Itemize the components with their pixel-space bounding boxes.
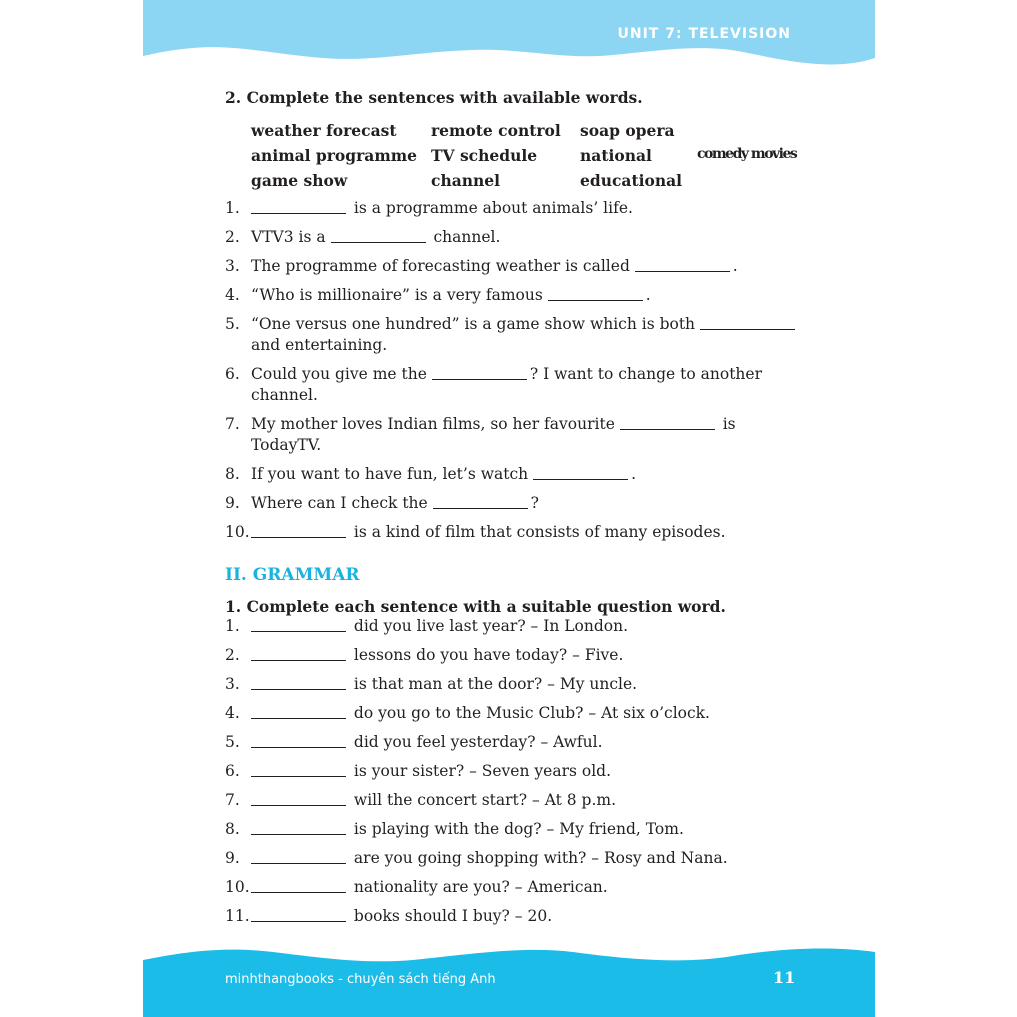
item-text (251, 616, 628, 637)
exercise-item (225, 314, 805, 356)
exercise-item (225, 198, 805, 219)
publisher-credit: minhthangbooks - chuyên sách tiếng Anh (225, 972, 496, 987)
item-text (251, 364, 805, 406)
item-text-before: Could you give me the (251, 365, 432, 383)
item-text (251, 906, 552, 927)
answer-blank[interactable] (620, 416, 715, 430)
word-option: educational (580, 171, 683, 190)
item-number: 1. (225, 617, 240, 635)
item-text (251, 790, 616, 811)
answer-blank[interactable] (251, 200, 346, 214)
word-option: comedy movies (697, 146, 797, 162)
item-text-after: ? I want to change to another channel. (251, 365, 762, 404)
answer-blank[interactable] (251, 850, 346, 864)
item-number: 7. (225, 415, 240, 433)
word-option: TV schedule (431, 146, 538, 165)
item-number: 8. (225, 465, 240, 483)
item-number: 2. (225, 646, 240, 664)
item-number: 5. (225, 733, 240, 751)
answer-blank[interactable] (251, 618, 346, 632)
item-number: 9. (225, 494, 240, 512)
grammar-item (225, 906, 805, 927)
item-text (251, 414, 805, 456)
exercise-item (225, 285, 805, 306)
item-number: 6. (225, 762, 240, 780)
item-number: 9. (225, 849, 240, 867)
item-text-before: The programme of forecasting weather is called (251, 257, 635, 275)
page-number: 11 (773, 968, 796, 987)
item-number: 8. (225, 820, 240, 838)
word-option: animal programme (251, 146, 417, 165)
word-option: remote control (431, 121, 561, 140)
item-text-after: ? (530, 494, 539, 512)
item-number: 2. (225, 228, 240, 246)
exercise-item (225, 414, 805, 456)
item-text-after: books should I buy? – 20. (349, 907, 553, 925)
word-option: game show (251, 171, 348, 190)
item-text-after: . (732, 257, 738, 275)
item-text-after: will the concert start? – At 8 p.m. (349, 791, 617, 809)
answer-blank[interactable] (533, 466, 628, 480)
item-number: 11. (225, 907, 250, 925)
item-number: 1. (225, 199, 240, 217)
item-text (251, 819, 684, 840)
answer-blank[interactable] (331, 229, 426, 243)
item-text-after: are you going shopping with? – Rosy and Nana. (349, 849, 728, 867)
item-text-after: channel. (428, 228, 501, 246)
grammar-exercise-1-title: 1. Complete each sentence with a suitable question word. (225, 597, 726, 616)
grammar-item (225, 645, 805, 666)
grammar-item (225, 703, 805, 724)
item-text-before: If you want to have fun, let’s watch (251, 465, 534, 483)
item-number: 3. (225, 257, 240, 275)
item-text (251, 645, 623, 666)
answer-blank[interactable] (251, 705, 346, 719)
item-text (251, 314, 805, 356)
item-text-after: nationality are you? – American. (349, 878, 608, 896)
item-text (251, 285, 651, 306)
item-text (251, 877, 608, 898)
word-box (251, 121, 805, 190)
exercise-2-title: 2. Complete the sentences with available words. (225, 88, 643, 107)
exercise-item (225, 364, 805, 406)
item-text (251, 493, 539, 514)
unit-title: UNIT 7: TELEVISION (617, 26, 791, 42)
grammar-item (225, 877, 805, 898)
answer-blank[interactable] (251, 734, 346, 748)
word-option (697, 171, 807, 190)
item-number: 5. (225, 315, 240, 333)
item-text-before: “Who is millionaire” is a very famous (251, 286, 548, 304)
item-number: 4. (225, 286, 240, 304)
item-text (251, 732, 603, 753)
item-text-after: is playing with the dog? – My friend, Tom. (349, 820, 684, 838)
grammar-item (225, 790, 805, 811)
answer-blank[interactable] (700, 316, 795, 330)
grammar-item (225, 819, 805, 840)
item-text (251, 198, 633, 219)
worksheet-page (143, 0, 875, 1017)
item-text (251, 703, 710, 724)
item-text (251, 464, 636, 485)
item-number: 3. (225, 675, 240, 693)
item-text-after: is your sister? – Seven years old. (349, 762, 611, 780)
grammar-exercise-1-list (225, 616, 805, 927)
item-number: 7. (225, 791, 240, 809)
item-text-after: . (631, 465, 636, 483)
word-option: weather forecast (251, 121, 397, 140)
word-option: channel (431, 171, 501, 190)
answer-blank[interactable] (251, 879, 346, 893)
item-text (251, 761, 611, 782)
item-number: 10. (225, 523, 250, 541)
exercise-item (225, 522, 805, 543)
item-text-after: do you go to the Music Club? – At six o’clock. (349, 704, 710, 722)
item-text-before: My mother loves Indian films, so her favourite (251, 415, 620, 433)
grammar-item (225, 674, 805, 695)
item-text-after: did you feel yesterday? – Awful. (349, 733, 603, 751)
item-text-after: and entertaining. (251, 336, 388, 354)
item-number: 10. (225, 878, 250, 896)
answer-blank[interactable] (433, 495, 528, 509)
exercise-2-list (225, 198, 805, 543)
item-text-before: Where can I check the (251, 494, 433, 512)
answer-blank[interactable] (251, 821, 346, 835)
answer-blank[interactable] (548, 287, 643, 301)
exercise-item (225, 227, 805, 248)
exercise-item (225, 464, 805, 485)
item-text-after: did you live last year? – In London. (349, 617, 629, 635)
item-text-before: “One versus one hundred” is a game show which is both (251, 315, 700, 333)
answer-blank[interactable] (251, 524, 346, 538)
item-text (251, 674, 637, 695)
item-text-after: is that man at the door? – My uncle. (349, 675, 638, 693)
item-number: 6. (225, 365, 240, 383)
answer-blank[interactable] (432, 366, 527, 380)
content (225, 88, 805, 935)
item-text (251, 848, 728, 869)
item-text-after: is TodayTV. (251, 415, 736, 454)
grammar-item (225, 848, 805, 869)
exercise-item (225, 493, 805, 514)
item-text (251, 522, 726, 543)
grammar-item (225, 732, 805, 753)
answer-blank[interactable] (251, 792, 346, 806)
grammar-item (225, 616, 805, 637)
item-text-after: is a kind of film that consists of many episodes. (349, 523, 726, 541)
answer-blank[interactable] (251, 676, 346, 690)
answer-blank[interactable] (251, 763, 346, 777)
word-option: national (580, 146, 652, 165)
item-text (251, 256, 738, 277)
item-text-after: is a programme about animals’ life. (349, 199, 633, 217)
item-text-before: VTV3 is a (251, 228, 331, 246)
grammar-item (225, 761, 805, 782)
exercise-item (225, 256, 805, 277)
item-number: 4. (225, 704, 240, 722)
answer-blank[interactable] (251, 908, 346, 922)
answer-blank[interactable] (251, 647, 346, 661)
item-text-after: lessons do you have today? – Five. (349, 646, 624, 664)
word-option (697, 121, 807, 140)
word-option: soap opera (580, 121, 675, 140)
item-text (251, 227, 500, 248)
grammar-heading: II. GRAMMAR (225, 565, 360, 585)
answer-blank[interactable] (635, 258, 730, 272)
item-text-after: . (645, 286, 651, 304)
